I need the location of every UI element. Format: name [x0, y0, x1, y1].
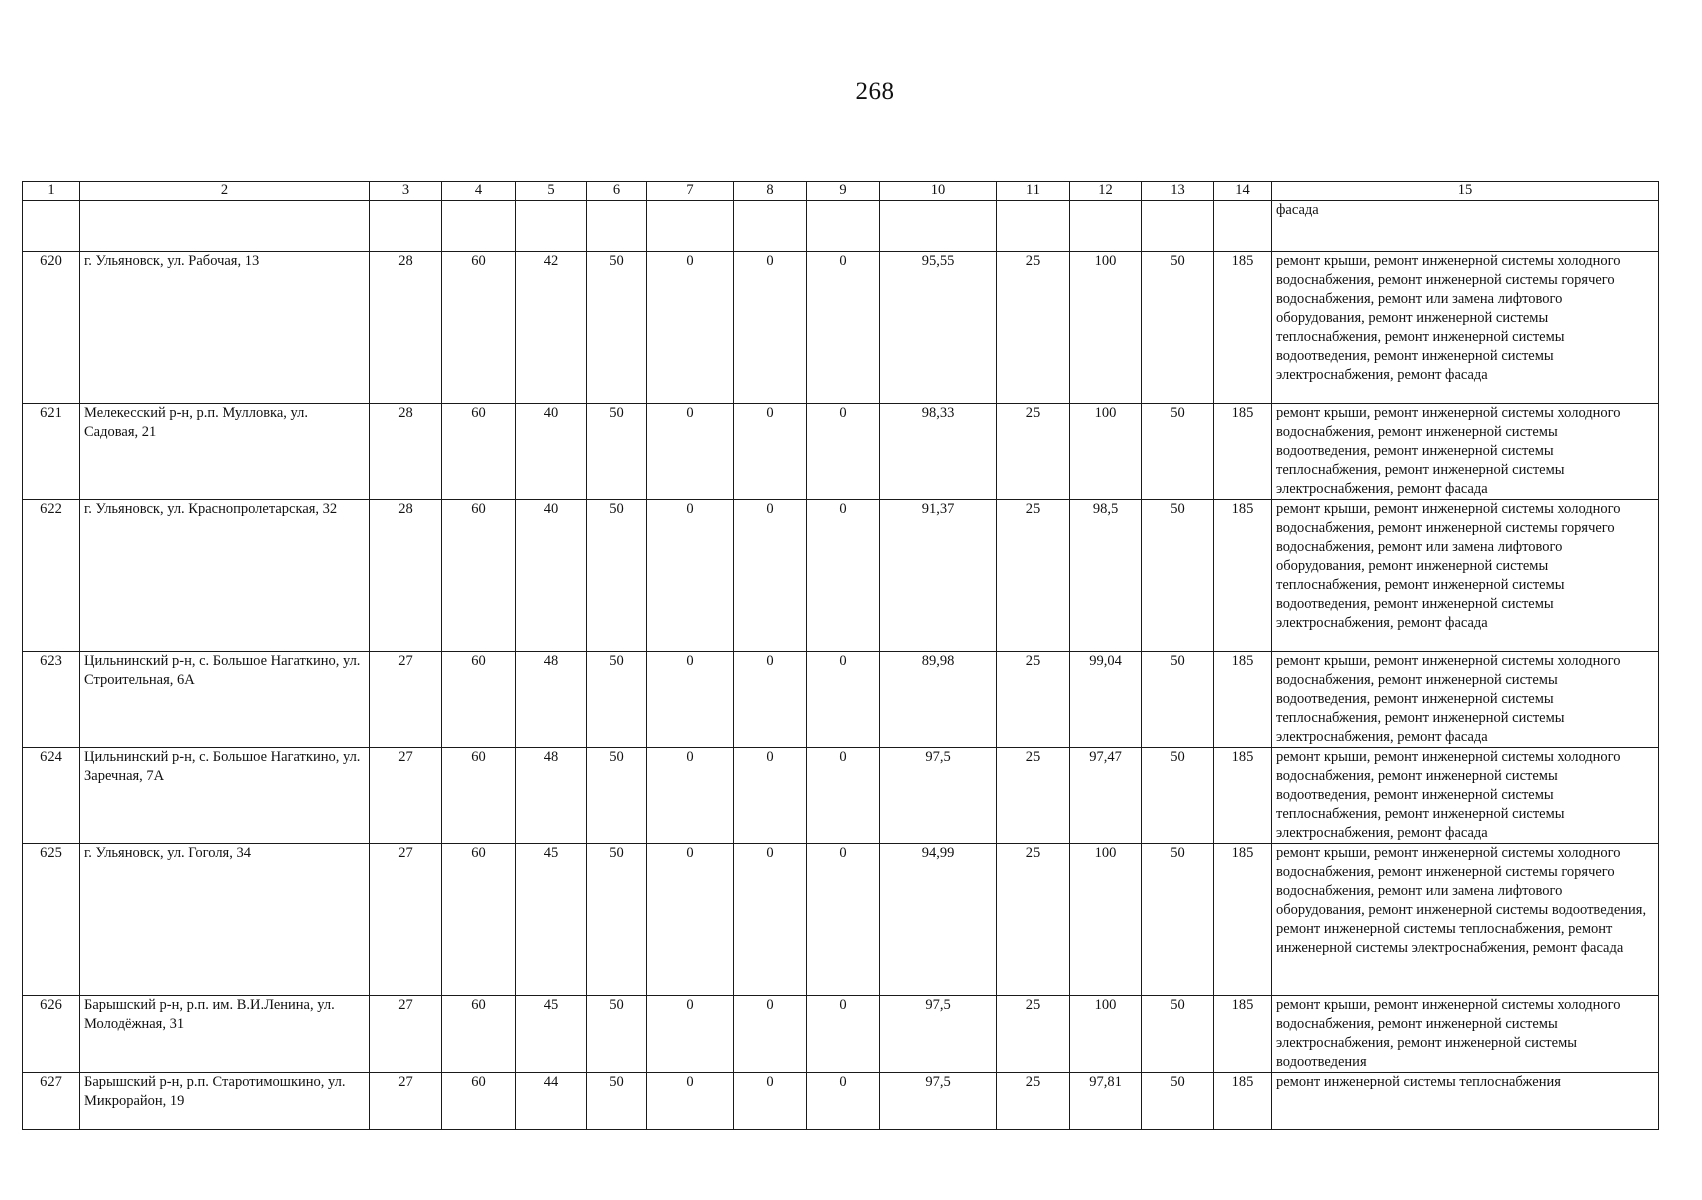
table-row: [23, 500, 1659, 652]
value-cell-col-13: 50: [1142, 252, 1214, 404]
table-row: [23, 748, 1659, 844]
value-cell-col-6: 50: [587, 500, 647, 652]
value-cell-col-5: 48: [516, 748, 587, 844]
value-cell-col-7: 0: [647, 252, 734, 404]
value-cell-col-10: 91,37: [880, 500, 997, 652]
column-header-5: 5: [516, 182, 587, 201]
value-cell-col-8: 0: [734, 996, 807, 1073]
repair-works-cell: фасада: [1272, 201, 1659, 252]
value-cell-col-5: 48: [516, 652, 587, 748]
cell-col-9: [807, 201, 880, 252]
value-cell-col-10: 98,33: [880, 404, 997, 500]
value-cell-col-14: 185: [1214, 996, 1272, 1073]
value-cell-col-13: 50: [1142, 844, 1214, 996]
column-header-6: 6: [587, 182, 647, 201]
column-header-12: 12: [1070, 182, 1142, 201]
address-cell: Барышский р-н, р.п. им. В.И.Ленина, ул. Молодёжная, 31: [80, 996, 370, 1073]
value-cell-col-4: 60: [442, 252, 516, 404]
cell-col-7: [647, 201, 734, 252]
table-row: [23, 996, 1659, 1073]
value-cell-col-9: 0: [807, 996, 880, 1073]
row-number: 624: [23, 748, 80, 844]
value-cell-col-4: 60: [442, 748, 516, 844]
value-cell-col-9: 0: [807, 652, 880, 748]
address-cell: г. Ульяновск, ул. Рабочая, 13: [80, 252, 370, 404]
value-cell-col-4: 60: [442, 996, 516, 1073]
repair-works-cell: ремонт инженерной системы теплоснабжения: [1272, 1073, 1659, 1130]
value-cell-col-5: 45: [516, 996, 587, 1073]
value-cell-col-13: 50: [1142, 996, 1214, 1073]
value-cell-col-13: 50: [1142, 500, 1214, 652]
value-cell-col-10: 97,5: [880, 748, 997, 844]
building-repair-table: [22, 181, 1659, 1130]
value-cell-col-11: 25: [997, 500, 1070, 652]
table-row: [23, 1073, 1659, 1130]
continuation-row: [23, 201, 1659, 252]
value-cell-col-8: 0: [734, 252, 807, 404]
column-header-4: 4: [442, 182, 516, 201]
value-cell-col-4: 60: [442, 1073, 516, 1130]
row-number: 623: [23, 652, 80, 748]
row-number: 622: [23, 500, 80, 652]
cell-col-1: [23, 201, 80, 252]
value-cell-col-3: 28: [370, 252, 442, 404]
value-cell-col-14: 185: [1214, 844, 1272, 996]
repair-works-cell: ремонт крыши, ремонт инженерной системы холодного водоснабжения, ремонт инженерной системы горячего водоснабжения, ремонт или замена лифтового оборудования, ремонт инженерной системы водоотведения, ремонт инженерной системы теплоснабжения, ремонт инженерной системы электроснабжения, ремонт фасада: [1272, 844, 1659, 996]
column-header-1: 1: [23, 182, 80, 201]
value-cell-col-4: 60: [442, 404, 516, 500]
table-row: [23, 252, 1659, 404]
value-cell-col-3: 27: [370, 844, 442, 996]
value-cell-col-5: 42: [516, 252, 587, 404]
row-number: 625: [23, 844, 80, 996]
value-cell-col-4: 60: [442, 844, 516, 996]
value-cell-col-14: 185: [1214, 500, 1272, 652]
value-cell-col-8: 0: [734, 1073, 807, 1130]
value-cell-col-9: 0: [807, 252, 880, 404]
value-cell-col-12: 97,81: [1070, 1073, 1142, 1130]
value-cell-col-11: 25: [997, 404, 1070, 500]
table-row: [23, 404, 1659, 500]
address-cell: Цильнинский р-н, с. Большое Нагаткино, ул. Заречная, 7А: [80, 748, 370, 844]
column-header-13: 13: [1142, 182, 1214, 201]
value-cell-col-10: 97,5: [880, 996, 997, 1073]
value-cell-col-7: 0: [647, 404, 734, 500]
cell-col-4: [442, 201, 516, 252]
value-cell-col-8: 0: [734, 652, 807, 748]
value-cell-col-8: 0: [734, 404, 807, 500]
value-cell-col-6: 50: [587, 404, 647, 500]
value-cell-col-7: 0: [647, 652, 734, 748]
value-cell-col-9: 0: [807, 844, 880, 996]
repair-works-cell: ремонт крыши, ремонт инженерной системы холодного водоснабжения, ремонт инженерной системы водоотведения, ремонт инженерной системы теплоснабжения, ремонт инженерной системы электроснабжения, ремонт фасада: [1272, 748, 1659, 844]
repair-works-cell: ремонт крыши, ремонт инженерной системы холодного водоснабжения, ремонт инженерной системы электроснабжения, ремонт инженерной системы водоотведения: [1272, 996, 1659, 1073]
address-cell: г. Ульяновск, ул. Гоголя, 34: [80, 844, 370, 996]
row-number: 626: [23, 996, 80, 1073]
value-cell-col-12: 100: [1070, 996, 1142, 1073]
value-cell-col-9: 0: [807, 748, 880, 844]
value-cell-col-3: 27: [370, 1073, 442, 1130]
value-cell-col-11: 25: [997, 996, 1070, 1073]
value-cell-col-6: 50: [587, 652, 647, 748]
value-cell-col-11: 25: [997, 844, 1070, 996]
page-number: 268: [855, 78, 895, 105]
value-cell-col-6: 50: [587, 844, 647, 996]
column-header-8: 8: [734, 182, 807, 201]
cell-col-10: [880, 201, 997, 252]
column-header-14: 14: [1214, 182, 1272, 201]
value-cell-col-5: 40: [516, 404, 587, 500]
column-header-11: 11: [997, 182, 1070, 201]
value-cell-col-11: 25: [997, 1073, 1070, 1130]
value-cell-col-3: 28: [370, 500, 442, 652]
value-cell-col-11: 25: [997, 748, 1070, 844]
column-header-3: 3: [370, 182, 442, 201]
row-number: 627: [23, 1073, 80, 1130]
value-cell-col-7: 0: [647, 748, 734, 844]
cell-col-2: [80, 201, 370, 252]
value-cell-col-14: 185: [1214, 404, 1272, 500]
value-cell-col-9: 0: [807, 404, 880, 500]
value-cell-col-5: 44: [516, 1073, 587, 1130]
value-cell-col-9: 0: [807, 500, 880, 652]
value-cell-col-3: 28: [370, 404, 442, 500]
row-number: 621: [23, 404, 80, 500]
value-cell-col-8: 0: [734, 748, 807, 844]
value-cell-col-12: 99,04: [1070, 652, 1142, 748]
address-cell: Цильнинский р-н, с. Большое Нагаткино, ул. Строительная, 6А: [80, 652, 370, 748]
cell-col-12: [1070, 201, 1142, 252]
value-cell-col-12: 100: [1070, 844, 1142, 996]
value-cell-col-3: 27: [370, 748, 442, 844]
row-number: 620: [23, 252, 80, 404]
value-cell-col-4: 60: [442, 500, 516, 652]
value-cell-col-10: 97,5: [880, 1073, 997, 1130]
cell-col-8: [734, 201, 807, 252]
value-cell-col-11: 25: [997, 652, 1070, 748]
value-cell-col-8: 0: [734, 844, 807, 996]
value-cell-col-12: 97,47: [1070, 748, 1142, 844]
value-cell-col-5: 40: [516, 500, 587, 652]
value-cell-col-6: 50: [587, 1073, 647, 1130]
value-cell-col-10: 95,55: [880, 252, 997, 404]
cell-col-3: [370, 201, 442, 252]
value-cell-col-14: 185: [1214, 252, 1272, 404]
value-cell-col-7: 0: [647, 500, 734, 652]
repair-works-cell: ремонт крыши, ремонт инженерной системы холодного водоснабжения, ремонт инженерной системы горячего водоснабжения, ремонт или замена лифтового оборудования, ремонт инженерной системы теплоснабжения, ремонт инженерной системы водоотведения, ремонт инженерной системы электроснабжения, ремонт фасада: [1272, 500, 1659, 652]
cell-col-5: [516, 201, 587, 252]
value-cell-col-13: 50: [1142, 1073, 1214, 1130]
column-header-9: 9: [807, 182, 880, 201]
table-row: [23, 652, 1659, 748]
value-cell-col-6: 50: [587, 996, 647, 1073]
column-header-15: 15: [1272, 182, 1659, 201]
table-row: [23, 844, 1659, 996]
value-cell-col-14: 185: [1214, 1073, 1272, 1130]
value-cell-col-10: 89,98: [880, 652, 997, 748]
cell-col-11: [997, 201, 1070, 252]
value-cell-col-8: 0: [734, 500, 807, 652]
value-cell-col-12: 100: [1070, 404, 1142, 500]
value-cell-col-13: 50: [1142, 652, 1214, 748]
value-cell-col-4: 60: [442, 652, 516, 748]
value-cell-col-14: 185: [1214, 748, 1272, 844]
address-cell: Барышский р-н, р.п. Старотимошкино, ул. Микрорайон, 19: [80, 1073, 370, 1130]
value-cell-col-13: 50: [1142, 748, 1214, 844]
address-cell: г. Ульяновск, ул. Краснопролетарская, 32: [80, 500, 370, 652]
column-header-10: 10: [880, 182, 997, 201]
value-cell-col-10: 94,99: [880, 844, 997, 996]
repair-works-cell: ремонт крыши, ремонт инженерной системы холодного водоснабжения, ремонт инженерной системы водоотведения, ремонт инженерной системы теплоснабжения, ремонт инженерной системы электроснабжения, ремонт фасада: [1272, 652, 1659, 748]
value-cell-col-12: 100: [1070, 252, 1142, 404]
cell-col-13: [1142, 201, 1214, 252]
repair-works-cell: ремонт крыши, ремонт инженерной системы холодного водоснабжения, ремонт инженерной системы горячего водоснабжения, ремонт или замена лифтового оборудования, ремонт инженерной системы теплоснабжения, ремонт инженерной системы водоотведения, ремонт инженерной системы электроснабжения, ремонт фасада: [1272, 252, 1659, 404]
value-cell-col-7: 0: [647, 844, 734, 996]
value-cell-col-6: 50: [587, 252, 647, 404]
column-header-2: 2: [80, 182, 370, 201]
address-cell: Мелекесский р-н, р.п. Мулловка, ул. Садовая, 21: [80, 404, 370, 500]
repair-works-cell: ремонт крыши, ремонт инженерной системы холодного водоснабжения, ремонт инженерной системы водоотведения, ремонт инженерной системы теплоснабжения, ремонт инженерной системы электроснабжения, ремонт фасада: [1272, 404, 1659, 500]
cell-col-14: [1214, 201, 1272, 252]
value-cell-col-13: 50: [1142, 404, 1214, 500]
value-cell-col-14: 185: [1214, 652, 1272, 748]
value-cell-col-9: 0: [807, 1073, 880, 1130]
cell-col-6: [587, 201, 647, 252]
value-cell-col-7: 0: [647, 996, 734, 1073]
value-cell-col-3: 27: [370, 996, 442, 1073]
column-number-row: [23, 182, 1659, 201]
value-cell-col-7: 0: [647, 1073, 734, 1130]
value-cell-col-12: 98,5: [1070, 500, 1142, 652]
column-header-7: 7: [647, 182, 734, 201]
value-cell-col-11: 25: [997, 252, 1070, 404]
value-cell-col-6: 50: [587, 748, 647, 844]
value-cell-col-3: 27: [370, 652, 442, 748]
value-cell-col-5: 45: [516, 844, 587, 996]
